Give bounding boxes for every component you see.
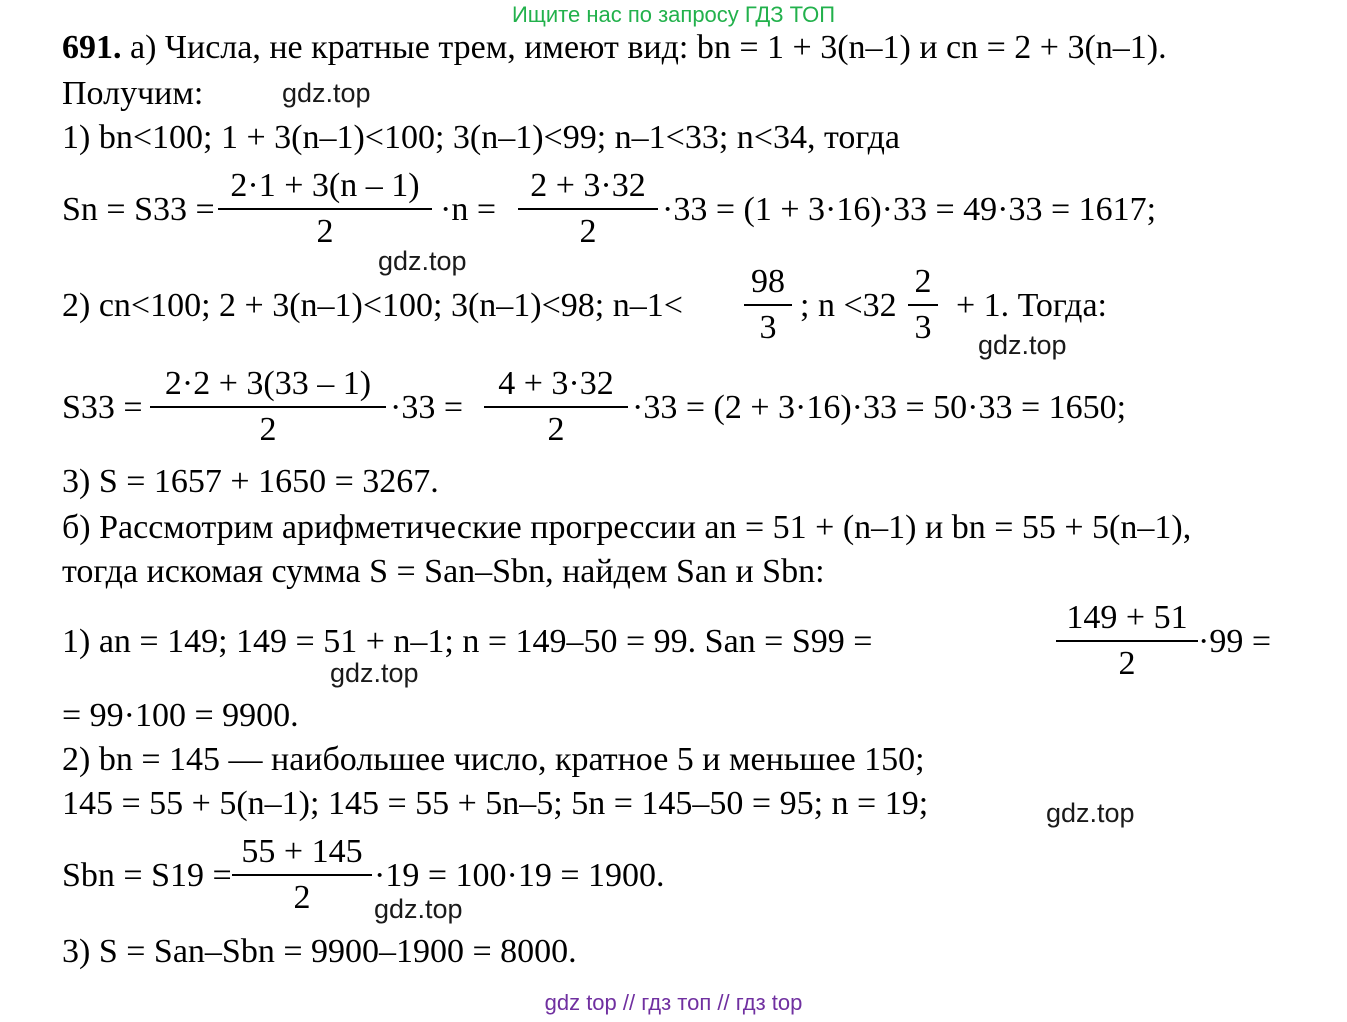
line-7: 3) S = 1657 + 1650 = 3267. — [62, 463, 439, 500]
numerator: 2 — [914, 263, 932, 300]
top-banner: Ищите нас по запросу ГДЗ ТОП — [511, 2, 836, 27]
line-9: тогда искомая сумма S = San–Sbn, найдем San и Sbn: — [62, 553, 825, 590]
line-1-text: а) Числа, не кратные трем, имеют вид: b — [121, 29, 714, 66]
watermark: gdz.top — [378, 246, 467, 276]
line-5-left: 2) cn<100; 2 + 3(n–1)<100; 3(n–1)<98; n–1< — [62, 287, 683, 324]
line-6-left: S33 = — [62, 389, 143, 426]
denominator: 2 — [293, 879, 311, 916]
line-8: б) Рассмотрим арифметические прогрессии an = 51 + (n–1) и bn = 55 + 5(n–1), — [62, 509, 1192, 546]
line-6-right: ·33 = (2 + 3·16)·33 = 50·33 = 1650; — [632, 389, 1127, 426]
watermark: gdz.top — [330, 658, 419, 688]
denominator: 2 — [547, 411, 565, 448]
line-4-right: ·33 = (1 + 3·16)·33 = 49·33 = 1617; — [662, 191, 1157, 228]
footer-watermark: gdz top // гдз топ // гдз top — [544, 990, 803, 1015]
numerator: 4 + 3·32 — [498, 365, 614, 402]
line-14-left: Sbn = S19 = — [62, 857, 232, 894]
denominator: 3 — [914, 309, 932, 346]
fraction — [218, 166, 432, 252]
line-12: 2) bn = 145 — наибольшее число, кратное 5 и меньшее 150; — [62, 741, 925, 778]
denominator: 3 — [759, 309, 777, 346]
numerator: 2 + 3·32 — [530, 167, 646, 204]
line-5-mid: ; n <32 — [800, 287, 897, 324]
line-14-right: ·19 = 100·19 = 1900. — [374, 857, 665, 894]
problem-number: 691. — [62, 29, 122, 66]
line-13: 145 = 55 + 5(n–1); 145 = 55 + 5n–5; 5n = 145–50 = 95; n = 19; — [62, 785, 929, 822]
numerator: 55 + 145 — [241, 833, 363, 870]
line-1-rest: n = 1 + 3(n–1) и cn = 2 + 3(n–1). — [713, 29, 1167, 66]
line-4-mid: ·n = — [440, 191, 496, 228]
line-15: 3) S = San–Sbn = 9900–1900 = 8000. — [62, 933, 577, 970]
denominator: 2 — [316, 213, 334, 250]
watermark: gdz.top — [978, 330, 1067, 360]
line-5-right: + 1. Тогда: — [956, 287, 1107, 324]
numerator: 149 + 51 — [1066, 599, 1188, 636]
line-2: Получим: — [62, 75, 204, 112]
fraction — [908, 262, 938, 348]
fraction — [744, 262, 792, 348]
watermark: gdz.top — [1046, 798, 1135, 828]
fraction — [1056, 598, 1198, 684]
denominator: 2 — [1118, 645, 1136, 682]
line-6-mid: ·33 = — [390, 389, 463, 426]
line-10-right: ·99 = — [1198, 623, 1271, 660]
watermark: gdz.top — [282, 78, 371, 108]
fraction — [518, 166, 658, 252]
line-11: = 99·100 = 9900. — [62, 697, 299, 734]
numerator: 2·2 + 3(33 – 1) — [164, 365, 372, 402]
line-10-left: 1) an = 149; 149 = 51 + n–1; n = 149–50 = 99. San = S99 = — [62, 623, 873, 660]
fraction — [484, 364, 628, 450]
numerator: 2·1 + 3(n – 1) — [230, 167, 420, 204]
line-3: 1) bn<100; 1 + 3(n–1)<100; 3(n–1)<99; n–1<33; n<34, тогда — [62, 119, 900, 156]
denominator: 2 — [579, 213, 597, 250]
watermark: gdz.top — [374, 894, 463, 924]
problem-line-1 — [62, 28, 1167, 68]
fraction — [232, 832, 372, 918]
line-4-left: Sn = S33 = — [62, 191, 215, 228]
fraction — [150, 364, 386, 450]
denominator: 2 — [259, 411, 277, 448]
numerator: 98 — [751, 263, 785, 300]
